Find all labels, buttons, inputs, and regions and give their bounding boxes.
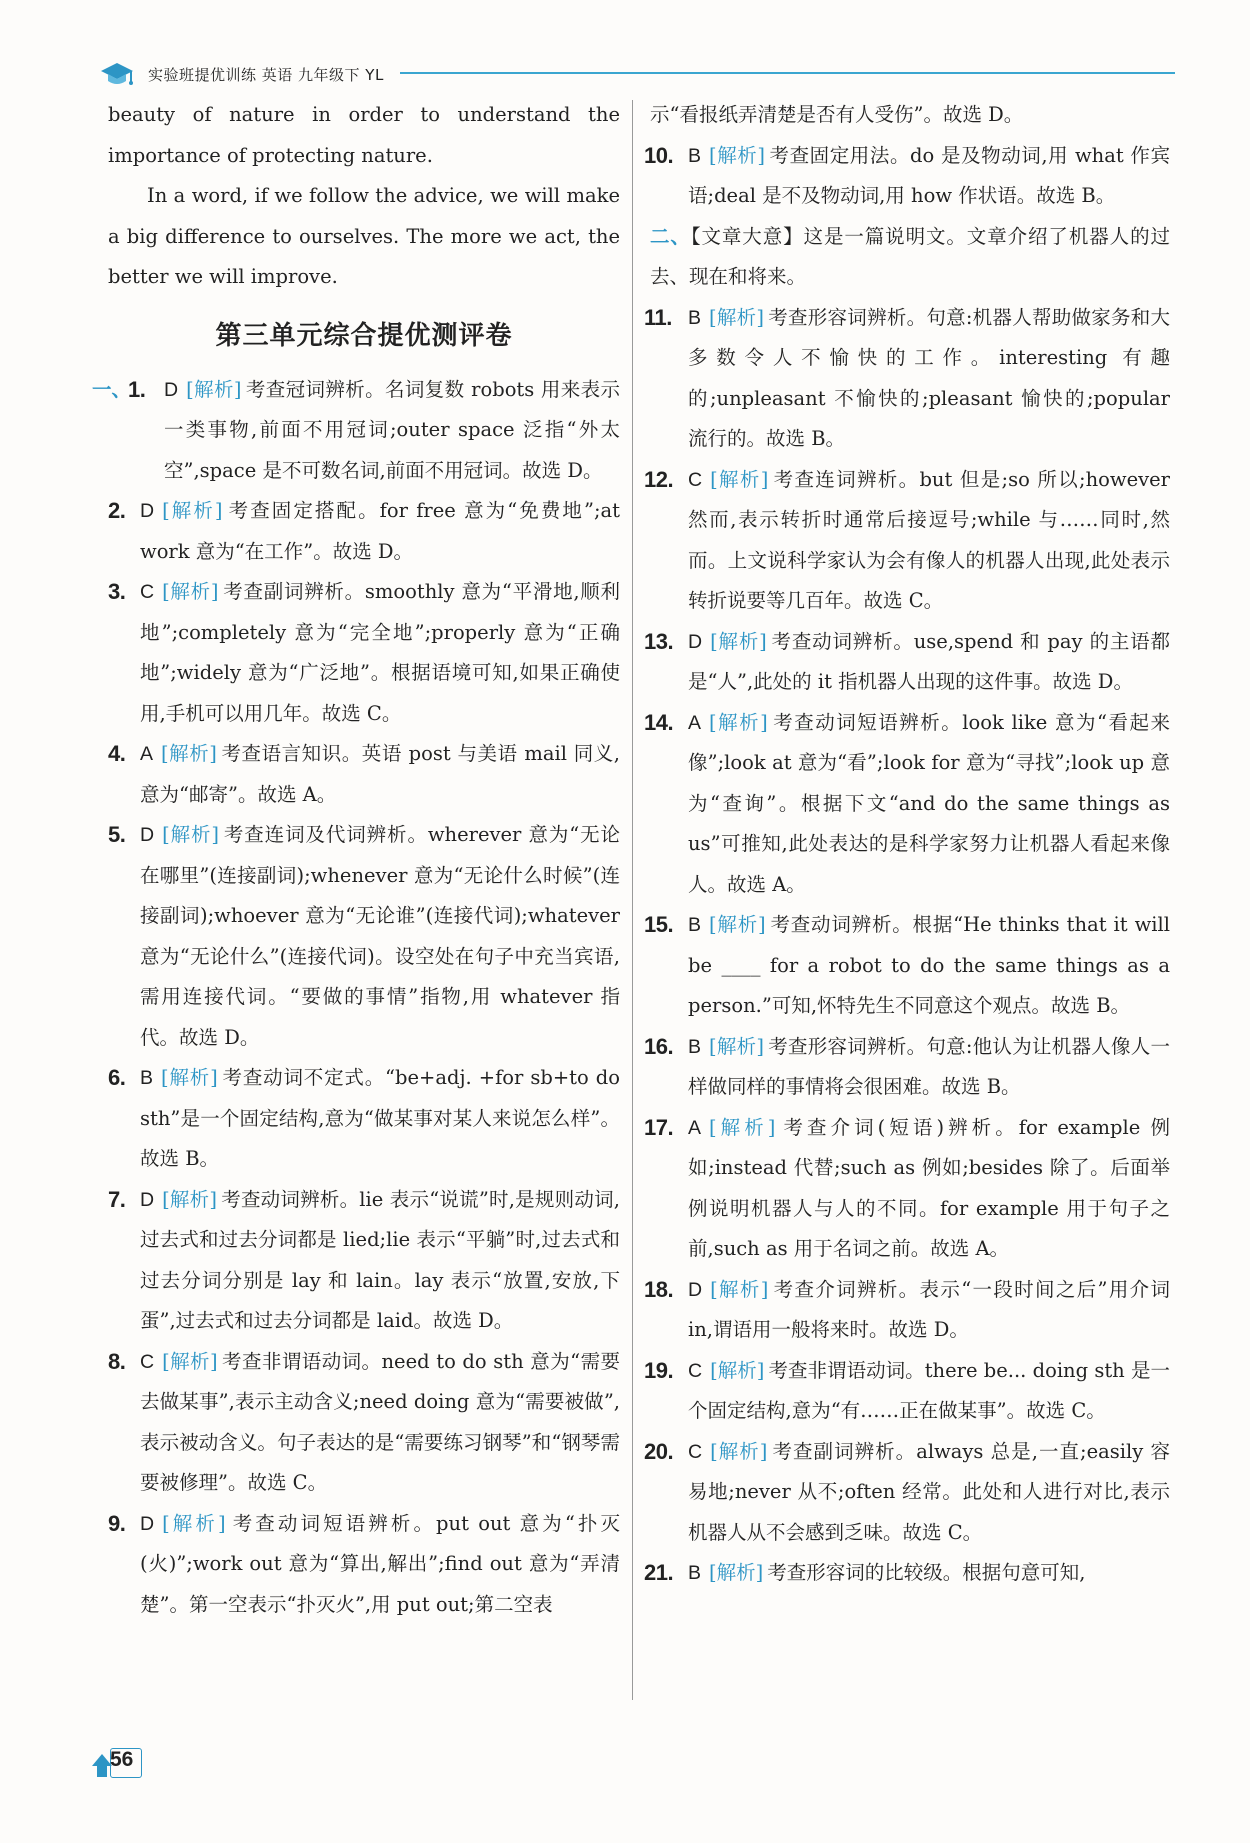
- analysis-tag: [解析]: [162, 1349, 218, 1373]
- item-explanation: 考查介词(短语)辨析。for example 例如;instead 代替;such as 例如;besides 除了。后面举例说明机器人与人的不同。for example 用于句子之前,such as 用于名词之前。故选 A。: [688, 1115, 1170, 1260]
- item-explanation: 考查副词辨析。smoothly 意为“平滑地,顺利地”;completely 意为“完全地”;properly 意为“正确地”;widely 意为“广泛地”。根据语境可知,如果正确使用,手机可以用几年。故选 C。: [140, 580, 620, 725]
- item-explanation: 考查非谓语动词。need to do sth 意为“需要去做某事”,表示主动含义;need doing 意为“需要被做”,表示被动含义。句子表达的是“需要练习钢琴”和“钢琴需要被修理”。故选 C。: [140, 1349, 620, 1494]
- item-answer: D: [140, 824, 155, 846]
- analysis-tag: [解析]: [709, 1561, 764, 1584]
- unit-title: 第三单元综合提优测评卷: [215, 320, 513, 351]
- item-number: 15.: [644, 912, 674, 937]
- answer-item: [644, 136, 1171, 217]
- right-column: [644, 95, 1171, 1594]
- page-header: [100, 58, 1175, 92]
- answer-item: [644, 1270, 1170, 1351]
- answer-item: [108, 1058, 620, 1180]
- analysis-tag: [解析]: [186, 377, 242, 401]
- item-explanation: 考查副词辨析。always 总是,一直;easily 容易地;never 从不;often 经常。此处和人进行对比,表示机器人从不会感到乏味。故选 C。: [688, 1439, 1170, 1544]
- answer-item: [644, 1351, 1170, 1432]
- graduation-cap-icon: [100, 60, 134, 90]
- analysis-tag: [解析]: [709, 710, 768, 734]
- passage-summary-text: 【文章大意】这是一篇说明文。文章介绍了机器人的过去、现在和将来。: [650, 224, 1170, 288]
- item-explanation: 考查形容词辨析。句意:机器人帮助做家务和大多数令人不愉快的工作。interesting 有趣的;unpleasant 不愉快的;pleasant 愉快的;popular 流行的。故选 B。: [688, 305, 1170, 450]
- item-explanation: 考查连词辨析。but 但是;so 所以;however 然而,表示转折时通常后接逗号;while 与……同时,然而。上文说科学家认为会有像人的机器人出现,此处表示转折说要等几百年。故选 C。: [688, 467, 1171, 612]
- item-explanation: 考查动词辨析。lie 表示“说谎”时,是规则动词,过去式和过去分词都是 lied;lie 表示“平躺”时,过去式和过去分词分别是 lay 和 lain。lay 表示“放置,安放,下蛋”,过去式和过去分词都是 laid。故选 D。: [140, 1187, 621, 1332]
- section-label: 二、: [650, 224, 691, 248]
- item-answer: C: [688, 1359, 703, 1382]
- continued-line: 示“看报纸弄清楚是否有人受伤”。故选 D。: [650, 103, 1024, 126]
- item-number: 10.: [644, 142, 674, 168]
- item-answer: B: [688, 1035, 702, 1058]
- analysis-tag: [解析]: [710, 629, 767, 653]
- item-answer: A: [688, 1116, 702, 1139]
- item-number: 5.: [108, 822, 126, 847]
- item-answer: D: [688, 630, 703, 653]
- item-number: 21.: [644, 1560, 674, 1585]
- analysis-tag: [解析]: [710, 467, 769, 491]
- item-answer: D: [140, 1512, 155, 1535]
- item-answer: A: [140, 743, 154, 765]
- answer-item: [108, 1342, 620, 1504]
- answer-item: [644, 298, 1170, 460]
- item-number: 6.: [108, 1065, 126, 1090]
- item-answer: B: [688, 144, 702, 167]
- item-number: 8.: [108, 1348, 126, 1374]
- item-explanation: 考查冠词辨析。名词复数 robots 用来表示一类事物,前面不用冠词;outer space 泛指“外太空”,space 是不可数名词,前面不用冠词。故选 D。: [164, 377, 621, 482]
- analysis-tag: [解析]: [162, 499, 223, 522]
- item-number: 3.: [108, 579, 126, 604]
- answer-item: [108, 1180, 620, 1342]
- analysis-tag: [解析]: [709, 913, 766, 936]
- analysis-tag: [解析]: [709, 305, 765, 329]
- answer-item: [92, 370, 621, 492]
- answer-item: [644, 1553, 1170, 1594]
- analysis-tag: [解析]: [710, 1277, 769, 1301]
- item-number: 16.: [644, 1033, 674, 1059]
- section-label: 一、: [92, 377, 132, 401]
- item-explanation: 考查动词不定式。“be+adj. +for sb+to do sth”是一个固定结构,意为“做某事对某人来说怎么样”。故选 B。: [140, 1066, 620, 1170]
- item-explanation: 考查固定搭配。for free 意为“免费地”;at work 意为“在工作”。故选 D。: [140, 499, 621, 563]
- answer-item: [644, 905, 1171, 1027]
- item-answer: C: [140, 581, 155, 603]
- up-arrow-stem: [97, 1765, 107, 1777]
- item-answer: B: [688, 306, 702, 329]
- item-answer: C: [140, 1350, 155, 1373]
- item-number: 4.: [108, 741, 126, 766]
- item-answer: D: [140, 500, 155, 522]
- page-number: [92, 1746, 138, 1778]
- item-explanation: 考查形容词的比较级。根据句意可知,: [767, 1561, 1086, 1584]
- item-explanation: 考查非谓语动词。there be... doing sth 是一个固定结构,意为“有……正在做某事”。故选 C。: [688, 1358, 1170, 1422]
- item-number: 7.: [108, 1186, 126, 1212]
- answer-item: [108, 572, 620, 734]
- header-rule: [400, 72, 1175, 74]
- column-divider: [632, 100, 633, 1700]
- analysis-tag: [解析]: [161, 1066, 218, 1089]
- item-answer: B: [140, 1067, 154, 1089]
- answer-item: [644, 1027, 1170, 1108]
- answer-item: [644, 1432, 1170, 1554]
- item-answer: D: [140, 1188, 155, 1211]
- answer-item: [644, 460, 1171, 622]
- item-number: 20.: [644, 1438, 674, 1464]
- analysis-tag: [解析]: [709, 1034, 765, 1058]
- analysis-tag: [解析]: [710, 1358, 765, 1382]
- item-answer: D: [688, 1278, 703, 1301]
- answer-item: [108, 1504, 620, 1626]
- item-answer: C: [688, 1440, 703, 1463]
- item-number: 12.: [644, 466, 674, 492]
- analysis-tag: [解析]: [162, 823, 219, 846]
- item-answer: D: [164, 378, 179, 401]
- answer-item: [644, 1108, 1170, 1270]
- item-number: 13.: [644, 628, 674, 654]
- answer-item: [108, 734, 620, 815]
- item-answer: C: [688, 468, 703, 491]
- analysis-tag: [解析]: [161, 742, 217, 765]
- item-number: 1.: [128, 376, 146, 402]
- item-answer: B: [688, 1562, 702, 1584]
- answer-item: [644, 703, 1171, 906]
- intro-paragraph-conclusion: In a word, if we follow the advice, we will make a big difference to ourselves. The more we act, the better we will improve.: [108, 184, 620, 288]
- analysis-tag: [解析]: [162, 1187, 217, 1211]
- passage-summary: [650, 217, 1170, 298]
- analysis-tag: [解析]: [710, 1439, 768, 1463]
- item-explanation: 考查动词辨析。根据“He thinks that it will be ____ for a robot to do the same things as a person.”可知,怀特先生不同意这个观点。故选 B。: [688, 913, 1171, 1017]
- intro-paragraph-end: beauty of nature in order to understand the importance of protecting nature.: [108, 103, 620, 167]
- item-explanation: 考查形容词辨析。句意:他认为让机器人像人一样做同样的事情将会很困难。故选 B。: [688, 1034, 1170, 1098]
- item-answer: B: [688, 914, 702, 936]
- analysis-tag: [解析]: [162, 580, 219, 603]
- answer-item: [108, 491, 620, 572]
- analysis-tag: [解析]: [709, 1115, 776, 1139]
- item-number: 11.: [644, 304, 672, 330]
- analysis-tag: [解析]: [709, 143, 765, 167]
- item-number: 17.: [644, 1114, 674, 1140]
- analysis-tag: [解析]: [162, 1511, 226, 1535]
- item-explanation: 考查语言知识。英语 post 与美语 mail 同义,意为“邮寄”。故选 A。: [140, 742, 620, 806]
- item-explanation: 考查动词短语辨析。look like 意为“看起来像”;look at 意为“看”;look for 意为“寻找”;look up 意为“查询”。根据下文“and do the same things as us”可推知,此处表达的是科学家努力让机器人看起来像人。故选 A。: [688, 710, 1171, 896]
- item-explanation: 考查动词辨析。use,spend 和 pay 的主语都是“人”,此处的 it 指机器人出现的这件事。故选 D。: [688, 629, 1170, 693]
- left-column: [92, 95, 621, 1625]
- item-explanation: 考查固定用法。do 是及物动词,用 what 作宾语;deal 是不及物动词,用 how 作状语。故选 B。: [688, 143, 1171, 207]
- item-answer: A: [688, 711, 702, 734]
- item-explanation: 考查连词及代词辨析。wherever 意为“无论在哪里”(连接副词);whenever 意为“无论什么时候”(连接副词);whoever 意为“无论谁”(连接代词);whatever 意为“无论什么”(连接代词)。设空处在句子中充当宾语,需用连接代词。“要做的事情”指物,用 whatever 指代。故选 D。: [140, 823, 620, 1049]
- item-explanation: 考查介词辨析。表示“一段时间之后”用介词 in,谓语用一般将来时。故选 D。: [688, 1277, 1170, 1341]
- item-number: 9.: [108, 1510, 126, 1536]
- item-explanation: 考查动词短语辨析。put out 意为“扑灭(火)”;work out 意为“算出,解出”;find out 意为“弄清楚”。第一空表示“扑灭火”,用 put out;第二空表: [140, 1511, 620, 1616]
- page-number-text: 56: [110, 1748, 134, 1771]
- answer-item: [108, 815, 620, 1058]
- item-number: 2.: [108, 498, 126, 523]
- item-number: 19.: [644, 1357, 674, 1383]
- item-number: 18.: [644, 1276, 674, 1302]
- item-number: 14.: [644, 709, 674, 735]
- book-title: 实验班提优训练 英语 九年级下 YL: [148, 66, 384, 84]
- answer-item: [644, 622, 1170, 703]
